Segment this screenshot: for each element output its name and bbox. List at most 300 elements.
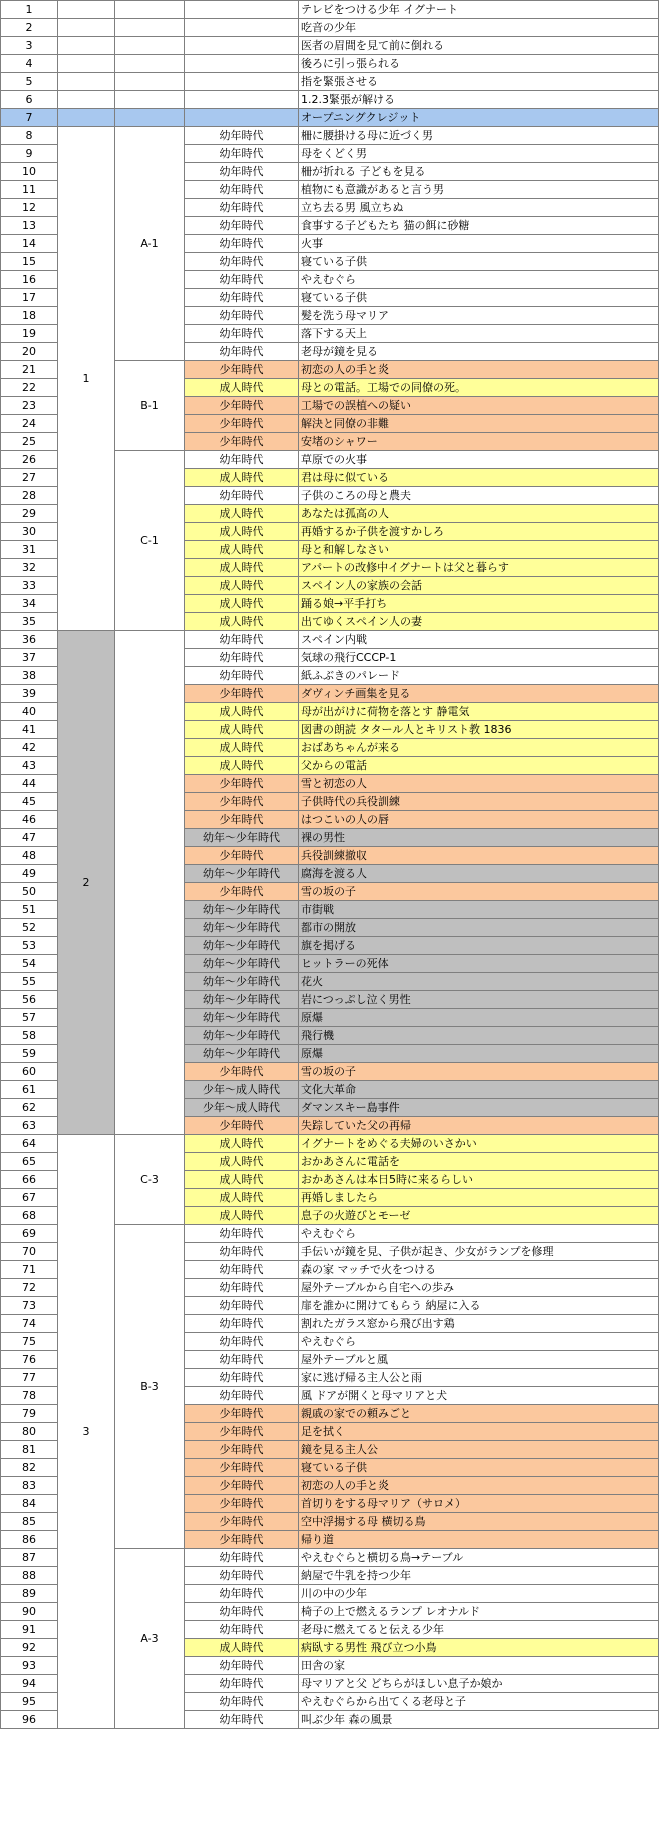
scene-description-cell[interactable]: 田舎の家 [299,1657,659,1675]
row-number-cell[interactable]: 55 [1,973,58,991]
period-cell[interactable]: 幼年時代 [185,253,299,271]
period-cell[interactable]: 少年時代 [185,1513,299,1531]
row-number-cell[interactable]: 68 [1,1207,58,1225]
scene-description-cell[interactable]: 指を緊張させる [299,73,659,91]
row-number-cell[interactable]: 31 [1,541,58,559]
scene-description-cell[interactable]: 屋外テーブルから自宅への歩み [299,1279,659,1297]
scene-description-cell[interactable]: 帰り道 [299,1531,659,1549]
row-number-cell[interactable]: 10 [1,163,58,181]
sequence-cell[interactable] [115,109,185,127]
scene-description-cell[interactable]: 1.2.3緊張が解ける [299,91,659,109]
scene-description-cell[interactable]: 子供時代の兵役訓練 [299,793,659,811]
period-cell[interactable]: 幼年時代 [185,1585,299,1603]
part-cell[interactable]: 3 [58,1135,115,1729]
period-cell[interactable]: 幼年時代 [185,649,299,667]
row-number-cell[interactable]: 21 [1,361,58,379]
scene-description-cell[interactable]: 工場での誤植への疑い [299,397,659,415]
scene-description-cell[interactable]: 寝ている子供 [299,253,659,271]
period-cell[interactable]: 幼年～少年時代 [185,973,299,991]
row-number-cell[interactable]: 53 [1,937,58,955]
period-cell[interactable]: 成人時代 [185,1207,299,1225]
period-cell[interactable]: 幼年時代 [185,235,299,253]
period-cell[interactable]: 少年時代 [185,1063,299,1081]
period-cell[interactable]: 少年時代 [185,397,299,415]
row-number-cell[interactable]: 56 [1,991,58,1009]
scene-description-cell[interactable]: 失踪していた父の再帰 [299,1117,659,1135]
row-number-cell[interactable]: 62 [1,1099,58,1117]
row-number-cell[interactable]: 45 [1,793,58,811]
period-cell[interactable]: 成人時代 [185,523,299,541]
scene-description-cell[interactable]: 扉を誰かに開けてもらう 納屋に入る [299,1297,659,1315]
row-number-cell[interactable]: 58 [1,1027,58,1045]
scene-description-cell[interactable]: やえむぐら [299,1225,659,1243]
period-cell[interactable]: 少年時代 [185,1441,299,1459]
scene-description-cell[interactable]: 鏡を見る主人公 [299,1441,659,1459]
row-number-cell[interactable]: 54 [1,955,58,973]
scene-description-cell[interactable]: はつこいの人の唇 [299,811,659,829]
period-cell[interactable]: 成人時代 [185,1189,299,1207]
row-number-cell[interactable]: 51 [1,901,58,919]
period-cell[interactable]: 幼年時代 [185,1243,299,1261]
period-cell[interactable]: 少年～成人時代 [185,1081,299,1099]
period-cell[interactable]: 幼年時代 [185,325,299,343]
part-cell[interactable] [58,19,115,37]
scene-description-cell[interactable]: 後ろに引っ張られる [299,55,659,73]
row-number-cell[interactable]: 74 [1,1315,58,1333]
row-number-cell[interactable]: 11 [1,181,58,199]
row-number-cell[interactable]: 95 [1,1693,58,1711]
row-number-cell[interactable]: 84 [1,1495,58,1513]
row-number-cell[interactable]: 42 [1,739,58,757]
period-cell[interactable]: 幼年時代 [185,217,299,235]
scene-description-cell[interactable]: 初恋の人の手と炎 [299,361,659,379]
period-cell[interactable]: 成人時代 [185,739,299,757]
period-cell[interactable]: 幼年時代 [185,1387,299,1405]
row-number-cell[interactable]: 60 [1,1063,58,1081]
scene-description-cell[interactable]: 親戚の家での頼みごと [299,1405,659,1423]
period-cell[interactable]: 少年時代 [185,811,299,829]
row-number-cell[interactable]: 66 [1,1171,58,1189]
row-number-cell[interactable]: 16 [1,271,58,289]
sequence-cell[interactable]: B-1 [115,361,185,451]
row-number-cell[interactable]: 35 [1,613,58,631]
row-number-cell[interactable]: 71 [1,1261,58,1279]
row-number-cell[interactable]: 43 [1,757,58,775]
row-number-cell[interactable]: 37 [1,649,58,667]
period-cell[interactable]: 少年時代 [185,1477,299,1495]
part-cell[interactable]: 2 [58,631,115,1135]
period-cell[interactable]: 幼年時代 [185,1333,299,1351]
scene-description-cell[interactable]: 老母が鏡を見る [299,343,659,361]
period-cell[interactable]: 幼年時代 [185,487,299,505]
row-number-cell[interactable]: 14 [1,235,58,253]
scene-description-cell[interactable]: 落下する天上 [299,325,659,343]
row-number-cell[interactable]: 90 [1,1603,58,1621]
scene-description-cell[interactable]: 母が出がけに荷物を落とす 静電気 [299,703,659,721]
scene-description-cell[interactable]: 紙ふぶきのパレード [299,667,659,685]
scene-description-cell[interactable]: 雪と初恋の人 [299,775,659,793]
scene-description-cell[interactable]: 雪の坂の子 [299,883,659,901]
row-number-cell[interactable]: 26 [1,451,58,469]
scene-description-cell[interactable]: 叫ぶ少年 森の風景 [299,1711,659,1729]
scene-description-cell[interactable]: やえむぐらから出てくる老母と子 [299,1693,659,1711]
scene-description-cell[interactable]: 文化大革命 [299,1081,659,1099]
row-number-cell[interactable]: 79 [1,1405,58,1423]
scene-description-cell[interactable]: スペイン人の家族の会話 [299,577,659,595]
period-cell[interactable]: 少年時代 [185,775,299,793]
period-cell[interactable]: 幼年時代 [185,271,299,289]
period-cell[interactable]: 幼年時代 [185,1567,299,1585]
row-number-cell[interactable]: 49 [1,865,58,883]
scene-description-cell[interactable]: 空中浮揚する母 横切る鳥 [299,1513,659,1531]
scene-description-cell[interactable]: 兵役訓練撤収 [299,847,659,865]
scene-description-cell[interactable]: 家に逃げ帰る主人公と雨 [299,1369,659,1387]
period-cell[interactable]: 成人時代 [185,613,299,631]
scene-description-cell[interactable]: 君は母に似ている [299,469,659,487]
scene-description-cell[interactable]: 息子の火遊びとモーゼ [299,1207,659,1225]
scene-description-cell[interactable]: 食事する子どもたち 猫の餌に砂糖 [299,217,659,235]
scene-description-cell[interactable]: 原爆 [299,1045,659,1063]
period-cell[interactable]: 幼年時代 [185,667,299,685]
scene-description-cell[interactable]: おばあちゃんが来る [299,739,659,757]
row-number-cell[interactable]: 93 [1,1657,58,1675]
period-cell[interactable]: 幼年時代 [185,289,299,307]
row-number-cell[interactable]: 5 [1,73,58,91]
scene-description-cell[interactable]: 図書の朗読 タタール人とキリスト教 1836 [299,721,659,739]
row-number-cell[interactable]: 77 [1,1369,58,1387]
scene-description-cell[interactable]: やえむぐら [299,271,659,289]
part-cell[interactable]: 1 [58,127,115,631]
period-cell[interactable]: 幼年時代 [185,181,299,199]
scene-description-cell[interactable]: 花火 [299,973,659,991]
period-cell[interactable]: 幼年時代 [185,631,299,649]
scene-description-cell[interactable]: 割れたガラス窓から飛び出す鶏 [299,1315,659,1333]
period-cell[interactable]: 幼年～少年時代 [185,955,299,973]
period-cell[interactable]: 幼年時代 [185,1369,299,1387]
scene-description-cell[interactable]: 裸の男性 [299,829,659,847]
row-number-cell[interactable]: 65 [1,1153,58,1171]
sequence-cell[interactable] [115,37,185,55]
part-cell[interactable] [58,1,115,19]
row-number-cell[interactable]: 9 [1,145,58,163]
row-number-cell[interactable]: 47 [1,829,58,847]
row-number-cell[interactable]: 17 [1,289,58,307]
scene-description-cell[interactable]: 柵に腰掛ける母に近づく男 [299,127,659,145]
row-number-cell[interactable]: 89 [1,1585,58,1603]
row-number-cell[interactable]: 59 [1,1045,58,1063]
period-cell[interactable]: 幼年～少年時代 [185,919,299,937]
scene-description-cell[interactable]: 屋外テーブルと風 [299,1351,659,1369]
row-number-cell[interactable]: 57 [1,1009,58,1027]
row-number-cell[interactable]: 15 [1,253,58,271]
scene-description-cell[interactable]: 出てゆくスペイン人の妻 [299,613,659,631]
sequence-cell[interactable]: A-1 [115,127,185,361]
scene-description-cell[interactable]: 再婚しましたら [299,1189,659,1207]
row-number-cell[interactable]: 46 [1,811,58,829]
scene-description-cell[interactable]: 市街戦 [299,901,659,919]
period-cell[interactable]: 幼年時代 [185,343,299,361]
sequence-cell[interactable]: C-1 [115,451,185,631]
row-number-cell[interactable]: 73 [1,1297,58,1315]
row-number-cell[interactable]: 61 [1,1081,58,1099]
row-number-cell[interactable]: 19 [1,325,58,343]
period-cell[interactable]: 成人時代 [185,1135,299,1153]
period-cell[interactable]: 成人時代 [185,721,299,739]
period-cell[interactable]: 幼年時代 [185,1261,299,1279]
scene-description-cell[interactable]: 手伝いが鏡を見、子供が起き、少女がランプを修理 [299,1243,659,1261]
period-cell[interactable]: 幼年～少年時代 [185,1045,299,1063]
row-number-cell[interactable]: 34 [1,595,58,613]
part-cell[interactable] [58,91,115,109]
scene-description-cell[interactable]: 飛行機 [299,1027,659,1045]
period-cell[interactable]: 少年時代 [185,793,299,811]
scene-description-cell[interactable]: 再婚するか子供を渡すかしろ [299,523,659,541]
row-number-cell[interactable]: 88 [1,1567,58,1585]
row-number-cell[interactable]: 92 [1,1639,58,1657]
row-number-cell[interactable]: 36 [1,631,58,649]
scene-description-cell[interactable]: 都市の開放 [299,919,659,937]
period-cell[interactable]: 少年時代 [185,847,299,865]
period-cell[interactable]: 幼年時代 [185,145,299,163]
part-cell[interactable] [58,109,115,127]
row-number-cell[interactable]: 96 [1,1711,58,1729]
row-number-cell[interactable]: 91 [1,1621,58,1639]
scene-description-cell[interactable]: おかあさんは本日5時に来るらしい [299,1171,659,1189]
scene-description-cell[interactable]: 腐海を渡る人 [299,865,659,883]
period-cell[interactable]: 少年時代 [185,1405,299,1423]
period-cell[interactable]: 成人時代 [185,1171,299,1189]
sequence-cell[interactable]: A-3 [115,1549,185,1729]
period-cell[interactable]: 幼年時代 [185,1621,299,1639]
row-number-cell[interactable]: 29 [1,505,58,523]
period-cell[interactable]: 少年時代 [185,415,299,433]
scene-description-cell[interactable]: ダヴィンチ画集を見る [299,685,659,703]
scene-description-cell[interactable]: 寝ている子供 [299,289,659,307]
row-number-cell[interactable]: 27 [1,469,58,487]
scene-description-cell[interactable]: テレビをつける少年 イグナート [299,1,659,19]
period-cell[interactable]: 少年～成人時代 [185,1099,299,1117]
period-cell[interactable]: 幼年時代 [185,307,299,325]
period-cell[interactable]: 幼年時代 [185,199,299,217]
scene-description-cell[interactable]: 医者の眉間を見て前に倒れる [299,37,659,55]
period-cell[interactable]: 少年時代 [185,433,299,451]
part-cell[interactable] [58,55,115,73]
row-number-cell[interactable]: 83 [1,1477,58,1495]
period-cell[interactable]: 成人時代 [185,577,299,595]
sequence-cell[interactable] [115,73,185,91]
scene-description-cell[interactable]: アパートの改修中イグナートは父と暮らす [299,559,659,577]
row-number-cell[interactable]: 30 [1,523,58,541]
row-number-cell[interactable]: 6 [1,91,58,109]
row-number-cell[interactable]: 4 [1,55,58,73]
scene-description-cell[interactable]: おかあさんに電話を [299,1153,659,1171]
scene-description-cell[interactable]: 川の中の少年 [299,1585,659,1603]
scene-description-cell[interactable]: 父からの電話 [299,757,659,775]
period-cell[interactable] [185,1,299,19]
scene-description-cell[interactable]: 足を拭く [299,1423,659,1441]
period-cell[interactable] [185,73,299,91]
period-cell[interactable] [185,91,299,109]
period-cell[interactable]: 幼年時代 [185,1549,299,1567]
row-number-cell[interactable]: 3 [1,37,58,55]
scene-description-cell[interactable]: スペイン内戦 [299,631,659,649]
period-cell[interactable]: 少年時代 [185,883,299,901]
period-cell[interactable]: 少年時代 [185,1117,299,1135]
period-cell[interactable]: 幼年～少年時代 [185,1027,299,1045]
row-number-cell[interactable]: 81 [1,1441,58,1459]
scene-description-cell[interactable]: やえむぐらと横切る鳥→テーブル [299,1549,659,1567]
row-number-cell[interactable]: 78 [1,1387,58,1405]
period-cell[interactable]: 幼年時代 [185,1657,299,1675]
period-cell[interactable]: 幼年時代 [185,1675,299,1693]
sequence-cell[interactable] [115,631,185,1135]
scene-description-cell[interactable]: ダマンスキー島事件 [299,1099,659,1117]
scene-description-cell[interactable]: 柵が折れる 子どもを見る [299,163,659,181]
scene-description-cell[interactable]: あなたは孤高の人 [299,505,659,523]
period-cell[interactable]: 幼年～少年時代 [185,991,299,1009]
scene-description-cell[interactable]: 植物にも意識があると言う男 [299,181,659,199]
row-number-cell[interactable]: 70 [1,1243,58,1261]
scene-description-cell[interactable]: 初恋の人の手と炎 [299,1477,659,1495]
scene-description-cell[interactable]: 火事 [299,235,659,253]
period-cell[interactable]: 幼年時代 [185,1603,299,1621]
scene-description-cell[interactable]: 安堵のシャワー [299,433,659,451]
scene-description-cell[interactable]: ヒットラーの死体 [299,955,659,973]
scene-description-cell[interactable]: 気球の飛行CCCP-1 [299,649,659,667]
row-number-cell[interactable]: 24 [1,415,58,433]
period-cell[interactable] [185,55,299,73]
part-cell[interactable] [58,37,115,55]
period-cell[interactable]: 成人時代 [185,703,299,721]
row-number-cell[interactable]: 82 [1,1459,58,1477]
period-cell[interactable]: 成人時代 [185,595,299,613]
scene-description-cell[interactable]: 立ち去る男 風立ちぬ [299,199,659,217]
period-cell[interactable]: 幼年時代 [185,163,299,181]
period-cell[interactable]: 幼年～少年時代 [185,901,299,919]
scene-description-cell[interactable]: 旗を掲げる [299,937,659,955]
sequence-cell[interactable]: B-3 [115,1225,185,1549]
period-cell[interactable]: 成人時代 [185,541,299,559]
scene-description-cell[interactable]: イグナートをめぐる夫婦のいさかい [299,1135,659,1153]
scene-description-cell[interactable]: 岩につっぷし泣く男性 [299,991,659,1009]
row-number-cell[interactable]: 40 [1,703,58,721]
period-cell[interactable] [185,109,299,127]
period-cell[interactable]: 幼年～少年時代 [185,829,299,847]
part-cell[interactable] [58,73,115,91]
row-number-cell[interactable]: 1 [1,1,58,19]
sequence-cell[interactable] [115,91,185,109]
period-cell[interactable]: 少年時代 [185,1459,299,1477]
row-number-cell[interactable]: 18 [1,307,58,325]
period-cell[interactable]: 幼年～少年時代 [185,937,299,955]
period-cell[interactable]: 幼年～少年時代 [185,865,299,883]
scene-description-cell[interactable]: 老母に燃えてると伝える少年 [299,1621,659,1639]
period-cell[interactable]: 成人時代 [185,469,299,487]
sequence-cell[interactable] [115,55,185,73]
scene-description-cell[interactable]: 原爆 [299,1009,659,1027]
period-cell[interactable]: 成人時代 [185,379,299,397]
period-cell[interactable]: 成人時代 [185,559,299,577]
period-cell[interactable]: 幼年時代 [185,1297,299,1315]
scene-description-cell[interactable]: 納屋で牛乳を持つ少年 [299,1567,659,1585]
row-number-cell[interactable]: 25 [1,433,58,451]
row-number-cell[interactable]: 64 [1,1135,58,1153]
period-cell[interactable]: 幼年時代 [185,127,299,145]
period-cell[interactable]: 成人時代 [185,1153,299,1171]
scene-description-cell[interactable]: 首切りをする母マリア（サロメ） [299,1495,659,1513]
scene-description-cell[interactable]: 母との電話。工場での同僚の死。 [299,379,659,397]
row-number-cell[interactable]: 20 [1,343,58,361]
row-number-cell[interactable]: 32 [1,559,58,577]
period-cell[interactable]: 幼年時代 [185,1315,299,1333]
row-number-cell[interactable]: 12 [1,199,58,217]
row-number-cell[interactable]: 67 [1,1189,58,1207]
period-cell[interactable]: 少年時代 [185,1531,299,1549]
scene-description-cell[interactable]: やえむぐら [299,1333,659,1351]
row-number-cell[interactable]: 76 [1,1351,58,1369]
period-cell[interactable] [185,19,299,37]
row-number-cell[interactable]: 72 [1,1279,58,1297]
period-cell[interactable]: 幼年時代 [185,1693,299,1711]
period-cell[interactable]: 少年時代 [185,1495,299,1513]
period-cell[interactable]: 幼年時代 [185,1279,299,1297]
period-cell[interactable]: 少年時代 [185,361,299,379]
scene-description-cell[interactable]: 風 ドアが開くと母マリアと犬 [299,1387,659,1405]
row-number-cell[interactable]: 39 [1,685,58,703]
row-number-cell[interactable]: 52 [1,919,58,937]
row-number-cell[interactable]: 2 [1,19,58,37]
period-cell[interactable]: 幼年時代 [185,1351,299,1369]
row-number-cell[interactable]: 75 [1,1333,58,1351]
scene-description-cell[interactable]: 草原での火事 [299,451,659,469]
row-number-cell[interactable]: 48 [1,847,58,865]
scene-description-cell[interactable]: 椅子の上で燃えるランプ レオナルド [299,1603,659,1621]
scene-description-cell[interactable]: オープニングクレジット [299,109,659,127]
row-number-cell[interactable]: 94 [1,1675,58,1693]
period-cell[interactable]: 成人時代 [185,757,299,775]
row-number-cell[interactable]: 7 [1,109,58,127]
scene-description-cell[interactable]: 吃音の少年 [299,19,659,37]
scene-description-cell[interactable]: 子供のころの母と農夫 [299,487,659,505]
sequence-cell[interactable] [115,1,185,19]
period-cell[interactable]: 少年時代 [185,685,299,703]
row-number-cell[interactable]: 33 [1,577,58,595]
period-cell[interactable]: 成人時代 [185,505,299,523]
row-number-cell[interactable]: 85 [1,1513,58,1531]
scene-description-cell[interactable]: 病臥する男性 飛び立つ小鳥 [299,1639,659,1657]
row-number-cell[interactable]: 41 [1,721,58,739]
scene-description-cell[interactable]: 母をくどく男 [299,145,659,163]
period-cell[interactable] [185,37,299,55]
scene-description-cell[interactable]: 母マリアと父 どちらがほしい息子か娘か [299,1675,659,1693]
scene-description-cell[interactable]: 雪の坂の子 [299,1063,659,1081]
period-cell[interactable]: 少年時代 [185,1423,299,1441]
period-cell[interactable]: 幼年時代 [185,1711,299,1729]
row-number-cell[interactable]: 44 [1,775,58,793]
scene-description-cell[interactable]: 母と和解しなさい [299,541,659,559]
row-number-cell[interactable]: 80 [1,1423,58,1441]
row-number-cell[interactable]: 87 [1,1549,58,1567]
row-number-cell[interactable]: 28 [1,487,58,505]
row-number-cell[interactable]: 22 [1,379,58,397]
row-number-cell[interactable]: 38 [1,667,58,685]
row-number-cell[interactable]: 50 [1,883,58,901]
scene-description-cell[interactable]: 寝ている子供 [299,1459,659,1477]
row-number-cell[interactable]: 13 [1,217,58,235]
sequence-cell[interactable]: C-3 [115,1135,185,1225]
period-cell[interactable]: 成人時代 [185,1639,299,1657]
period-cell[interactable]: 幼年時代 [185,451,299,469]
